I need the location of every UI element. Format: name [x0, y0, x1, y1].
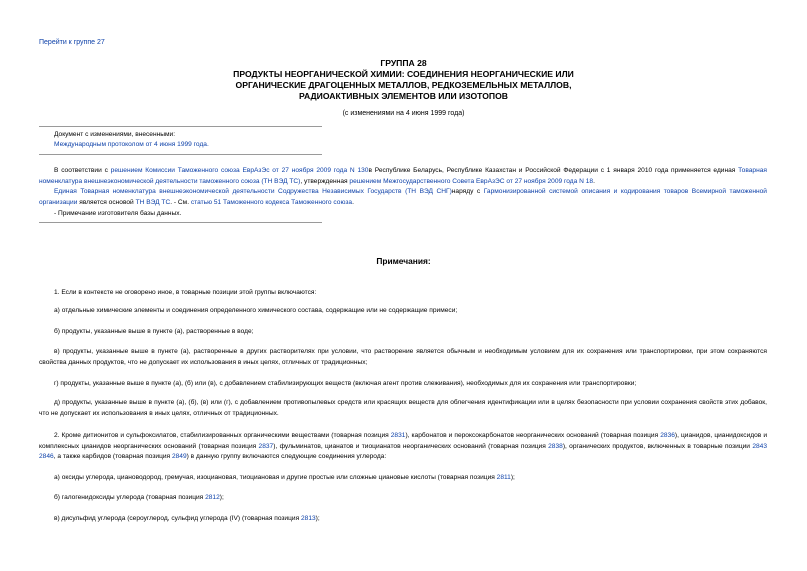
divider — [39, 222, 322, 223]
document-title — [200, 58, 607, 102]
text: ), органических продуктов, включенных в товарные позиции — [562, 442, 753, 450]
text: ), карбонатов и пероксокарбонатов неорганических оснований (товарная позиция — [405, 432, 661, 439]
document-subtitle: (с изменениями на 4 июня 1999 года) — [342, 110, 465, 117]
text: ) в данную группу включаются следующие соединения углерода: — [186, 453, 387, 460]
title-line: РАДИОАКТИВНЫХ ЭЛЕМЕНТОВ ИЛИ ИЗОТОПОВ — [299, 91, 508, 101]
text: наряду с — [451, 188, 484, 195]
note-item: г) продукты, указанные выше в пункте (а), (б) или (в), с добавлением стабилизирующих веществ (включая агент против слеживания), необходимых для их сохранения или транспортировки; — [54, 380, 637, 387]
text: ); — [315, 515, 320, 522]
text: а) оксиды углерода, циановодород, гремучая, изоциановая, тиоциановая и другие простые или сложные циановые кислоты (товарная позиция — [54, 474, 497, 481]
title-line: ОРГАНИЧЕСКИЕ ДРАГОЦЕННЫХ МЕТАЛЛОВ, РЕДКОЗЕМЕЛЬНЫХ МЕТАЛЛОВ, — [235, 80, 572, 90]
tn-ved-sng-link[interactable]: Единая Товарная номенклатура внешнеэкономической деятельности Содружества Независимых Государств (ТН ВЭД СНГ) — [54, 188, 452, 195]
notes-heading: Примечания: — [376, 256, 431, 266]
info-paragraph — [39, 166, 767, 187]
note-item — [39, 431, 767, 463]
code-link[interactable]: 2838 — [548, 442, 563, 450]
text: , а также карбидов (товарная позиция — [53, 453, 172, 460]
changes-protocol-link[interactable]: Международным протоколом от 4 июня 1999 года. — [54, 141, 209, 148]
code-link[interactable]: 2813 — [300, 515, 316, 522]
text: в) дисульфид углерода (сероуглерод, сульфид углерода (IV) (товарная позиция — [54, 515, 301, 522]
note-item: б) продукты, указанные выше в пункте (а), растворенные в воде; — [54, 328, 254, 335]
text: ); — [510, 474, 515, 481]
decision-council-link[interactable]: решением Межгосударственного Совета ЕврАзЭС от 27 ноября 2009 года N 18 — [349, 177, 594, 185]
info-paragraph — [39, 187, 767, 208]
text: 2. Кроме дитионитов и сульфоксилатов, стабилизированных органическими веществами (товарная позиция — [54, 432, 391, 439]
code-link[interactable]: 2846 — [39, 453, 54, 460]
code-link[interactable]: 2811 — [496, 474, 511, 481]
code-link[interactable]: 2812 — [205, 494, 220, 501]
note-item: а) отдельные химические элементы и соединения определенного химического состава, содержащие или не содержащие примеси; — [54, 307, 458, 314]
customs-code-article-link[interactable]: статью 51 Таможенного кодекса Таможенного союза — [190, 198, 353, 206]
title-line: ПРОДУКТЫ НЕОРГАНИЧЕСКОЙ ХИМИИ: СОЕДИНЕНИЯ НЕОРГАНИЧЕСКИЕ ИЛИ — [233, 69, 574, 79]
decision-commission-link[interactable]: решением Комиссии Таможенного союза ЕврАзЭс от 27 ноября 2009 года N 130 — [110, 167, 369, 174]
harmonized-system-link[interactable]: Гармонизированной системой описания и кодирования товаров Всемирной таможенной организации — [39, 188, 767, 206]
text: В соответствии с — [54, 167, 111, 174]
text: ); — [219, 494, 224, 501]
note-item — [39, 493, 767, 504]
text: , утвержденная — [300, 177, 350, 185]
divider — [39, 126, 322, 127]
code-link[interactable]: 2831 — [390, 432, 406, 439]
text: . — [593, 177, 595, 185]
text: является основой — [77, 198, 136, 206]
text: ), цианидов, цианидоксидов и комплексных цианидов неорганических оснований (товарная позиция — [39, 432, 768, 450]
group-number: ГРУППА 28 — [380, 58, 427, 68]
code-link[interactable]: 2837 — [258, 442, 274, 450]
text: . - См. — [170, 198, 191, 206]
code-link[interactable]: 2849 — [171, 453, 187, 460]
database-note: - Примечание изготовителя базы данных. — [54, 210, 182, 217]
tn-ved-ts-link[interactable]: ТН ВЭД ТС — [135, 198, 171, 206]
note-item: 1. Если в контексте не оговорено иное, в товарные позиции этой группы включаются: — [54, 289, 317, 296]
tn-ved-ts-link[interactable]: Товарная номенклатура внешнеэкономической деятельности таможенного союза (ТН ВЭД ТС) — [39, 167, 767, 185]
text: б) галогенидоксиды углерода (товарная позиция — [54, 494, 206, 501]
note-item: д) продукты, указанные выше в пункте (а), (б), (в) или (г), с добавлением противопылевых средств или красящих веществ для облегчения идентификации или в целях безопасности при условии сохранения свойств этих добавок, что не допускает их использования в иных целях, отличных от традиционных. — [39, 399, 767, 417]
changes-label: Документ с изменениями, внесенными: — [54, 131, 176, 138]
divider — [39, 154, 322, 155]
text: . — [352, 198, 354, 206]
code-link[interactable]: 2843 — [752, 442, 767, 450]
code-link[interactable]: 2836 — [660, 432, 675, 439]
text: в Республике Беларусь, Республике Казахстан и Российской Федерации с 1 января 2010 года применяется единая — [368, 167, 739, 174]
note-item — [39, 514, 767, 525]
link-to-group-27[interactable]: Перейти к группе 27 — [39, 39, 105, 46]
text: ), фульминатов, цианатов и тиоцианатов неорганических оснований (товарная позиция — [273, 442, 549, 450]
note-item: в) продукты, указанные выше в пункте (а), растворенные в других растворителях при условии, что растворение является обычным и необходимым условием для их сохранения или транспортировки, при этом сохраняются свойства данных продуктов, что не допускает их использования в иных целях, отличных от традиционных; — [39, 348, 767, 366]
note-item — [39, 473, 767, 484]
